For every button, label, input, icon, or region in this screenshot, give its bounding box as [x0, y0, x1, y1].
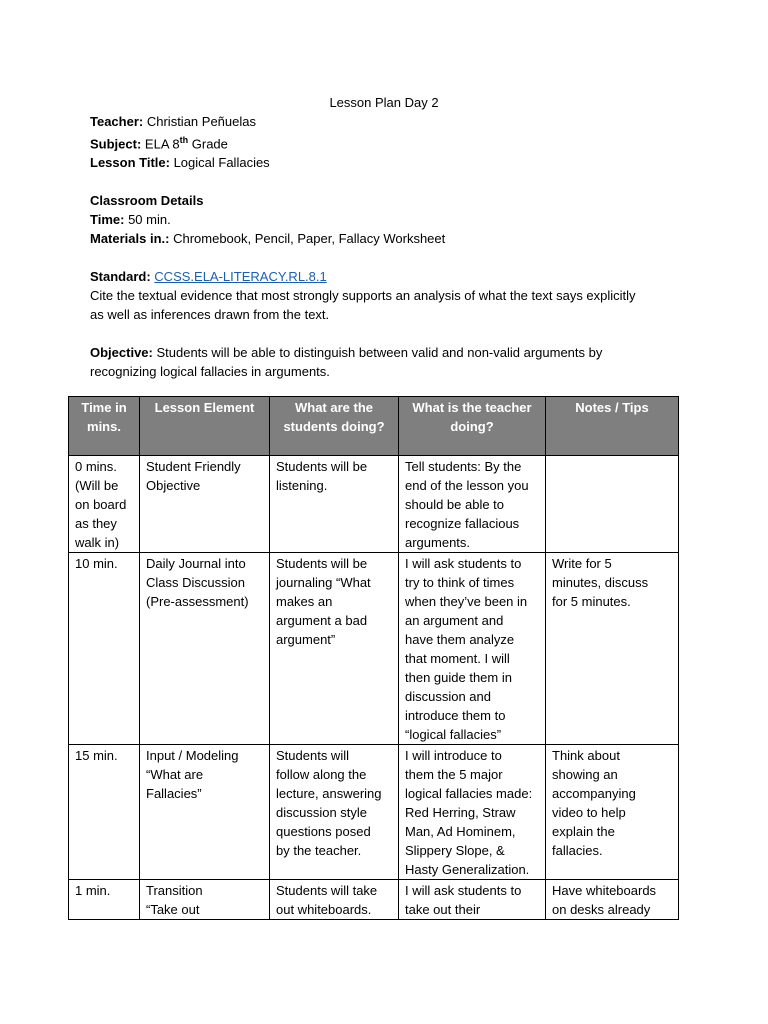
time-line — [90, 210, 690, 229]
materials-value: Chromebook, Pencil, Paper, Fallacy Worksheet — [173, 231, 446, 247]
cell-line: discussion style — [276, 805, 368, 820]
cell-line: argument a bad — [276, 613, 368, 628]
cell-line: as they — [75, 516, 117, 531]
cell-line: arguments. — [405, 535, 471, 550]
cell-line: (Will be — [75, 478, 119, 493]
teacher-value: Christian Peñuelas — [146, 114, 256, 129]
standard-description-1: Cite the textual evidence that most strongly supports an analysis of what the text says explicitly — [90, 288, 636, 304]
materials-line — [90, 229, 690, 248]
lesson-plan-table — [68, 396, 679, 920]
cell-line: Daily Journal into — [146, 556, 246, 571]
time-value: 50 min. — [128, 212, 171, 228]
cell-line: doing? — [450, 419, 494, 434]
table-row — [69, 745, 679, 880]
cell-line: students doing? — [283, 419, 385, 434]
cell-lesson-element — [140, 553, 270, 745]
cell-line: Think about — [552, 748, 620, 763]
cell-line: that moment. I will — [405, 651, 510, 666]
cell-line: out whiteboards. — [276, 902, 372, 917]
cell-line: 1 min. — [75, 883, 111, 898]
cell-line: Class Discussion — [146, 575, 245, 590]
cell-line: Slippery Slope, & — [405, 843, 505, 858]
cell-line: take out their — [405, 902, 481, 917]
cell-line: Hasty Generalization. — [405, 862, 530, 877]
cell-students-doing — [270, 745, 399, 880]
cell-line: Students will be — [276, 459, 368, 474]
cell-line: logical fallacies made: — [405, 786, 533, 801]
cell-line: on desks already — [552, 902, 651, 917]
objective-label: Objective: — [90, 345, 153, 361]
standard-link[interactable]: CCSS.ELA-LITERACY.RL.8.1 — [154, 269, 327, 285]
cell-line: I will introduce to — [405, 748, 502, 763]
cell-line: fallacies. — [552, 843, 603, 858]
cell-students-doing — [270, 553, 399, 745]
cell-line: Have whiteboards — [552, 883, 657, 898]
header-lesson-element — [140, 397, 270, 456]
cell-teacher-doing — [399, 880, 546, 920]
cell-line: 10 min. — [75, 556, 118, 571]
lesson-title-value: Logical Fallacies — [173, 155, 270, 171]
standard-line — [90, 267, 690, 286]
cell-line: on board — [75, 497, 127, 512]
cell-line: video to help — [552, 805, 626, 820]
cell-line: Tell students: By the — [405, 459, 522, 474]
cell-line: 0 mins. — [75, 459, 117, 474]
subject-value: ELA 8 — [144, 136, 180, 152]
cell-line: Transition — [146, 883, 203, 898]
cell-line: I will ask students to — [405, 883, 522, 898]
cell-line: for 5 minutes. — [552, 594, 631, 609]
cell-line: lecture, answering — [276, 786, 382, 801]
subject-label: Subject: — [90, 136, 142, 152]
cell-line: recognize fallacious — [405, 516, 520, 531]
table-row — [69, 553, 679, 745]
cell-line: Input / Modeling — [146, 748, 239, 763]
cell-line: Student Friendly — [146, 459, 241, 474]
cell-line: Objective — [146, 478, 201, 493]
objective-line — [90, 343, 690, 362]
cell-line: by the teacher. — [276, 843, 362, 858]
header-time — [69, 397, 140, 456]
cell-line: introduce them to — [405, 708, 506, 723]
cell-students-doing — [270, 456, 399, 553]
cell-line: What is the teacher — [412, 400, 532, 415]
subject-line — [90, 131, 690, 153]
cell-line: mins. — [87, 419, 121, 434]
cell-line: when they’ve been in — [405, 594, 528, 609]
cell-line: questions posed — [276, 824, 371, 839]
cell-line: explain the — [552, 824, 615, 839]
lesson-title-label: Lesson Title: — [90, 155, 170, 171]
cell-line: “Take out — [146, 902, 200, 917]
classroom-details-heading: Classroom Details — [90, 193, 204, 209]
cell-line: minutes, discuss — [552, 575, 649, 590]
cell-students-doing — [270, 880, 399, 920]
standard-label: Standard: — [90, 269, 151, 285]
cell-line: accompanying — [552, 786, 636, 801]
cell-line: them the 5 major — [405, 767, 503, 782]
cell-time — [69, 745, 140, 880]
cell-notes — [546, 553, 679, 745]
objective-text-2: recognizing logical fallacies in arguments. — [90, 364, 330, 380]
lesson-title-line — [90, 153, 690, 172]
cell-line: I will ask students to — [405, 556, 522, 571]
cell-line: listening. — [276, 478, 328, 493]
lesson-plan-body — [90, 93, 690, 381]
cell-line: then guide them in — [405, 670, 512, 685]
cell-line: argument” — [276, 632, 336, 647]
cell-line: Red Herring, Straw — [405, 805, 516, 820]
cell-line: journaling “What — [276, 575, 371, 590]
cell-line: Lesson Element — [154, 400, 255, 415]
standard-description-2: as well as inferences drawn from the text. — [90, 307, 330, 323]
objective-text-1: Students will be able to distinguish between valid and non-valid arguments by — [156, 345, 603, 361]
document-title: Lesson Plan Day 2 — [329, 95, 439, 110]
teacher-label: Teacher: — [90, 114, 144, 129]
cell-lesson-element — [140, 456, 270, 553]
subject-superscript: th — [179, 135, 189, 145]
cell-line: 15 min. — [75, 748, 118, 763]
header-notes-tips — [546, 397, 679, 456]
cell-line: Students will be — [276, 556, 368, 571]
cell-line: have them analyze — [405, 632, 515, 647]
cell-notes — [546, 745, 679, 880]
cell-line: (Pre-assessment) — [146, 594, 249, 609]
cell-line: an argument and — [405, 613, 504, 628]
header-teacher-doing — [399, 397, 546, 456]
cell-line: What are the — [294, 400, 373, 415]
cell-time — [69, 553, 140, 745]
cell-line: end of the lesson you — [405, 478, 529, 493]
cell-line: Students will — [276, 748, 349, 763]
cell-line: try to think of times — [405, 575, 515, 590]
cell-time — [69, 456, 140, 553]
table-row — [69, 880, 679, 920]
cell-line: walk in) — [75, 535, 120, 550]
cell-line: Notes / Tips — [575, 400, 649, 415]
cell-line: Time in — [81, 400, 127, 415]
cell-line: Fallacies” — [146, 786, 202, 801]
cell-line: “logical fallacies” — [405, 727, 502, 742]
cell-line: Write for 5 — [552, 556, 612, 571]
cell-line: showing an — [552, 767, 618, 782]
table-row — [69, 456, 679, 553]
cell-line: follow along the — [276, 767, 367, 782]
time-label: Time: — [90, 212, 125, 228]
teacher-line — [90, 112, 690, 131]
cell-notes — [546, 456, 679, 553]
cell-lesson-element — [140, 880, 270, 920]
cell-line: “What are — [146, 767, 204, 782]
cell-line: makes an — [276, 594, 333, 609]
cell-line: discussion and — [405, 689, 491, 704]
cell-teacher-doing — [399, 745, 546, 880]
cell-teacher-doing — [399, 553, 546, 745]
cell-teacher-doing — [399, 456, 546, 553]
subject-value-suffix: Grade — [191, 136, 228, 152]
cell-time — [69, 880, 140, 920]
cell-line: Man, Ad Hominem, — [405, 824, 516, 839]
cell-line: should be able to — [405, 497, 505, 512]
cell-lesson-element — [140, 745, 270, 880]
cell-notes — [546, 880, 679, 920]
materials-label: Materials in.: — [90, 231, 170, 247]
header-students-doing — [270, 397, 399, 456]
table-header-row — [69, 397, 679, 456]
cell-line: Students will take — [276, 883, 378, 898]
